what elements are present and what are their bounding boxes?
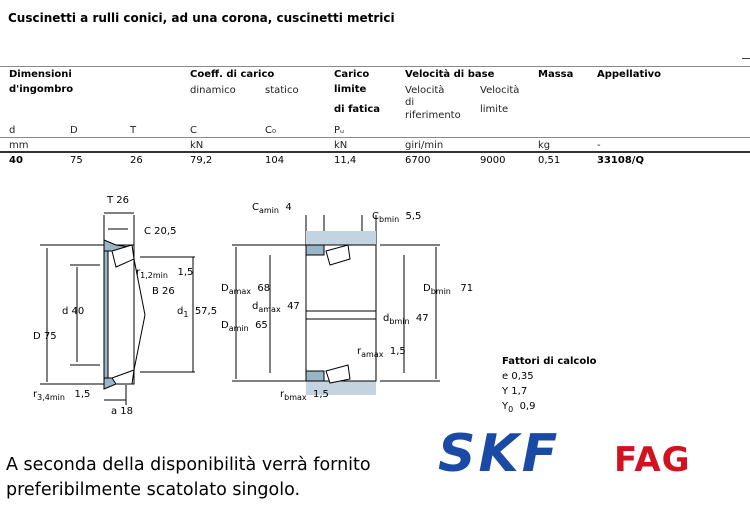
header-dingombro: d'ingombro	[9, 84, 74, 95]
cell-appellativo: 33108/Q	[597, 155, 644, 166]
dim-damax: $d_{amax}$ 47	[252, 301, 300, 314]
cell-massa: 0,51	[538, 155, 561, 166]
cell-vel-lim: 9000	[480, 155, 506, 166]
dim-rbmax: $r_{bmax}$ 1,5	[280, 389, 329, 402]
header-vel-lim-2: limite	[480, 104, 509, 115]
header-di-fatica: di fatica	[334, 104, 381, 115]
cell-Pu: 11,4	[334, 155, 357, 166]
unit-mm: mm	[9, 140, 29, 151]
dim-r12: $r_{1,2min}$ 1,5	[136, 267, 194, 280]
header-limite: limite	[334, 84, 367, 95]
symbol-Pu: Pᵤ	[334, 125, 345, 136]
availability-note-line-2: preferibilmente scatolato singolo.	[6, 480, 301, 500]
unit-speed: giri/min	[405, 140, 444, 151]
unit-kn-load: kN	[190, 140, 204, 151]
header-vel-rif-2: di	[405, 97, 415, 108]
symbol-D: D	[70, 125, 78, 136]
header-appellativo: Appellativo	[597, 69, 662, 80]
factors-heading: Fattori di calcolo	[502, 356, 597, 367]
factor-e: e 0,35	[502, 371, 534, 382]
cell-C0: 104	[265, 155, 285, 166]
dim-Damax: $D_{amax}$ 68	[221, 283, 271, 296]
dim-dbmin: $d_{bmin}$ 47	[383, 313, 429, 326]
header-coeff: Coeff. di carico	[190, 69, 275, 80]
fag-logo: FAG	[614, 440, 691, 480]
dim-Cbmin: $C_{bmin}$ 5,5	[372, 211, 422, 224]
table-top-rule	[0, 66, 750, 67]
availability-note-line-1: A seconda della disponibilità verrà fornito	[6, 455, 371, 475]
symbol-d: d	[9, 125, 16, 136]
header-dimensioni: Dimensioni	[9, 69, 72, 80]
cell-T: 26	[130, 155, 143, 166]
dim-Damin: $D_{amin}$ 65	[221, 320, 268, 333]
dim-D: D 75	[33, 331, 57, 342]
symbol-C: C	[190, 125, 197, 136]
unit-kn-fatigue: kN	[334, 140, 348, 151]
dim-T: T 26	[107, 195, 130, 206]
dim-d: d 40	[62, 306, 85, 317]
skf-logo: SKF	[438, 424, 561, 484]
header-vel-rif-1: Velocità	[405, 85, 445, 96]
header-velocita: Velocità di base	[405, 69, 495, 80]
table-symbols-rule	[0, 137, 750, 138]
dim-ramax: $r_{amax}$ 1,5	[357, 346, 406, 359]
symbol-C0: C₀	[265, 125, 276, 136]
dim-Camin: $C_{amin}$ 4	[252, 202, 292, 215]
symbol-T: T	[130, 125, 137, 136]
table-units-rule	[0, 151, 750, 153]
dim-B: B 26	[152, 286, 175, 297]
dim-C: C 20,5	[144, 226, 177, 237]
factor-Y0: $Y_0$ 0,9	[502, 401, 536, 414]
header-carico: Carico	[334, 69, 370, 80]
unit-dash: -	[597, 140, 601, 151]
header-massa: Massa	[538, 69, 574, 80]
cell-vel-rif: 6700	[405, 155, 431, 166]
cell-d: 40	[9, 155, 23, 166]
page-title: Cuscinetti a rulli conici, ad una corona, cuscinetti metrici	[8, 11, 395, 25]
dim-Dbmin: $D_{bmin}$ 71	[423, 283, 474, 296]
cell-D: 75	[70, 155, 83, 166]
cell-C: 79,2	[190, 155, 213, 166]
factor-Y: Y 1,7	[502, 386, 528, 397]
dim-r34: $r_{3,4min}$ 1,5	[33, 389, 91, 402]
unit-kg: kg	[538, 140, 551, 151]
header-vel-lim-1: Velocità	[480, 85, 520, 96]
header-statico: statico	[265, 85, 299, 96]
dim-d1: $d_1$ 57,5	[177, 306, 218, 319]
table-corner-mark	[742, 58, 750, 59]
header-dinamico: dinamico	[190, 85, 236, 96]
header-vel-rif-3: riferimento	[405, 110, 461, 121]
dim-a: a 18	[111, 406, 134, 417]
